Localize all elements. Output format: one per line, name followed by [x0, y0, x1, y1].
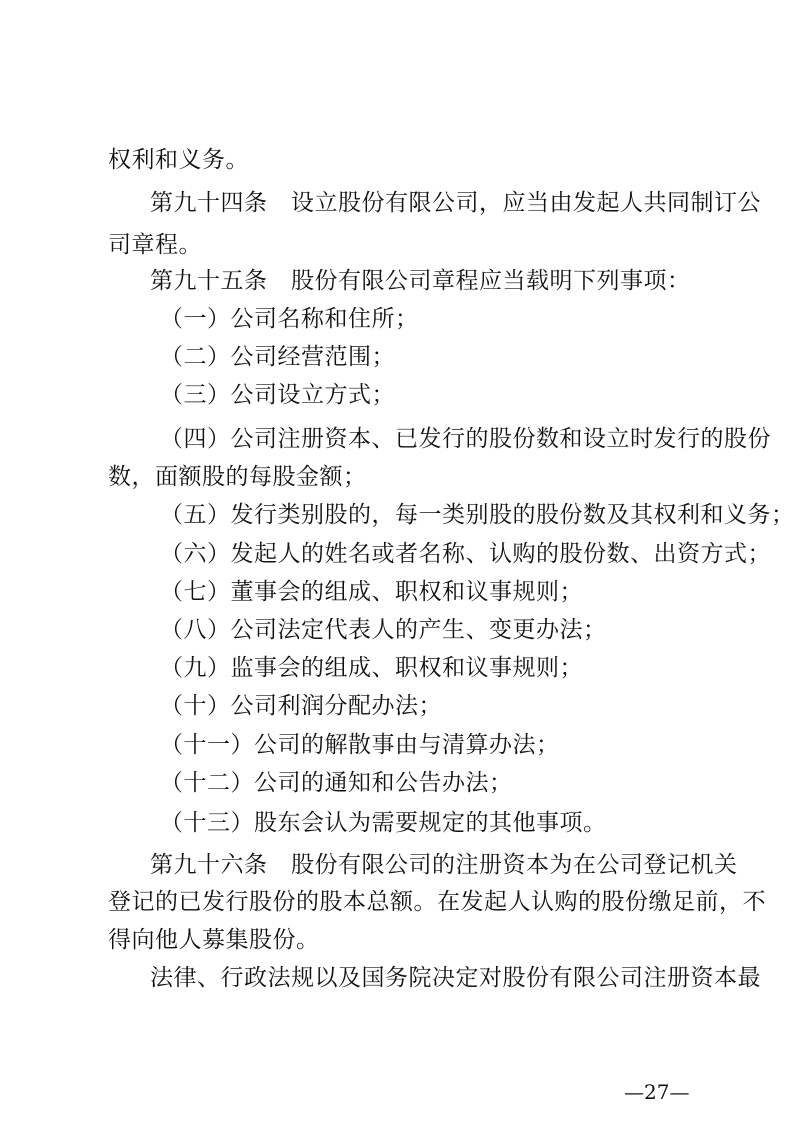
list-item: （十）公司利润分配办法；	[160, 693, 442, 719]
list-item: （六）发起人的姓名或者名称、认购的股份数、出资方式；	[160, 541, 771, 567]
page-number: —27—	[624, 1080, 690, 1104]
article-96-line: 第九十六条 股份有限公司的注册资本为在公司登记机关	[150, 852, 738, 878]
text-line: 司章程。	[108, 232, 202, 258]
list-item: （四）公司注册资本、已发行的股份数和设立时发行的股份	[160, 426, 771, 452]
text-line: 权利和义务。	[108, 147, 249, 173]
article-95-line: 第九十五条 股份有限公司章程应当载明下列事项：	[150, 268, 691, 294]
list-item: （十三）股东会认为需要规定的其他事项。	[160, 810, 607, 836]
list-item: （七）董事会的组成、职权和议事规则；	[160, 579, 583, 605]
list-item: （十一）公司的解散事由与清算办法；	[160, 732, 560, 758]
text-line: 登记的已发行股份的股本总额。在发起人认购的股份缴足前，不	[108, 889, 766, 915]
list-item: （九）监事会的组成、职权和议事规则；	[160, 655, 583, 681]
list-item: （三）公司设立方式；	[160, 382, 395, 408]
text-line: 得向他人募集股份。	[108, 927, 320, 953]
list-item: （五）发行类别股的，每一类别股的股份数及其权利和义务；	[160, 502, 795, 528]
list-item: （十二）公司的通知和公告办法；	[160, 770, 513, 796]
article-94-line: 第九十四条 设立股份有限公司，应当由发起人共同制订公	[150, 190, 761, 216]
text-line: 法律、行政法规以及国务院决定对股份有限公司注册资本最	[150, 965, 761, 991]
list-item: （二）公司经营范围；	[160, 344, 395, 370]
list-item: （八）公司法定代表人的产生、变更办法；	[160, 617, 607, 643]
list-item: （一）公司名称和住所；	[160, 306, 419, 332]
text-line: 数，面额股的每股金额；	[108, 464, 367, 490]
